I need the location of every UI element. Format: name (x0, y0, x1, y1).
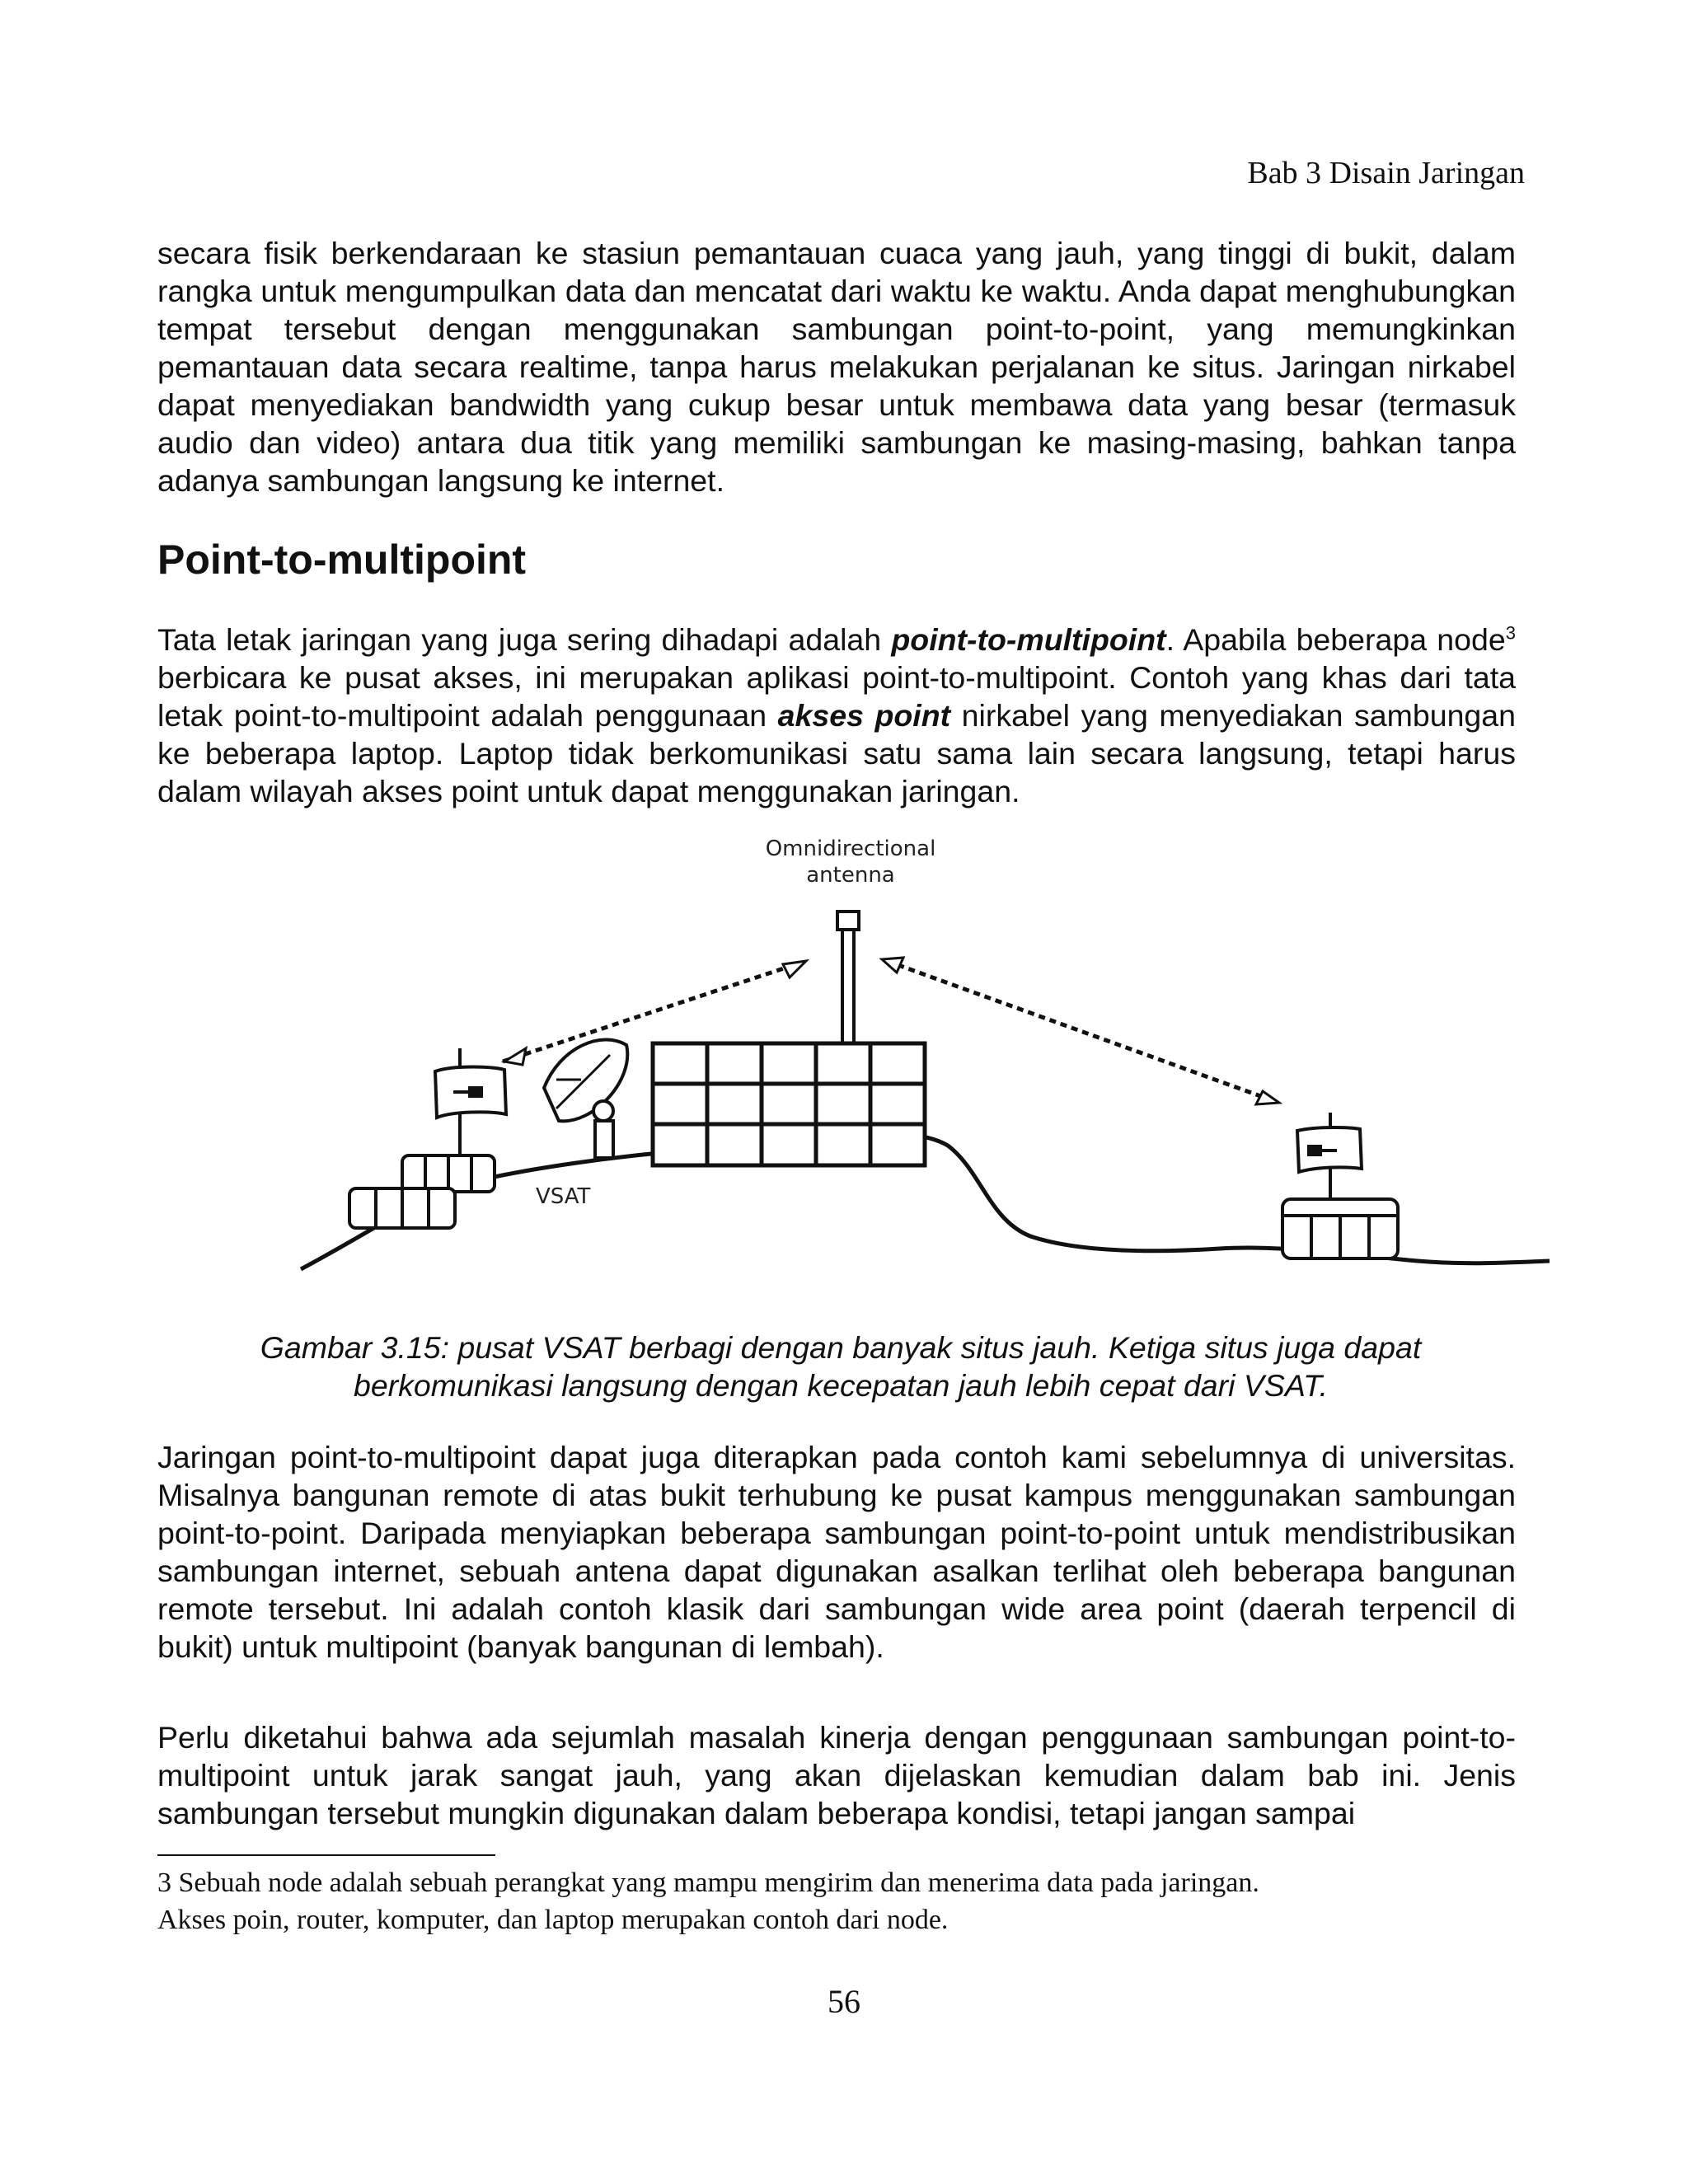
figure-vsat-diagram (297, 832, 1550, 1294)
paragraph-university-example: Jaringan point-to-multipoint dapat juga diterapkan pada contoh kami sebelumnya di universitas. Misalnya bangunan remote di atas bukit terhubung ke pusat kampus menggunakan sambungan point-to-point. Daripada menyiapkan beberapa sambungan point-to-point untuk mendistribusikan sambungan internet, sebuah antena dapat digunakan asalkan terlihat oleh beberapa bangunan remote tersebut. Ini adalah contoh klasik dari sambungan wide area point (daerah terpencil di bukit) untuk multipoint (banyak bangunan di lembah). (157, 1440, 1516, 1664)
paragraph-point-to-multipoint (157, 621, 1516, 810)
left-directional-antenna (435, 1048, 506, 1162)
footnote-line-2: Akses poin, router, komputer, dan laptop merupakan contoh dari node. (157, 1905, 949, 1935)
right-building (1282, 1199, 1398, 1258)
p2-text-2: . Apabila beberapa node (1165, 622, 1506, 657)
arrowhead-left-near-mast (783, 961, 806, 977)
arrowhead-left-near-building (504, 1048, 526, 1065)
central-building (653, 1043, 925, 1165)
term-akses-point: akses point (777, 698, 951, 733)
footnote-reference: 3 (1505, 622, 1516, 644)
left-lower-building (349, 1188, 455, 1228)
omnidirectional-antenna (837, 912, 859, 1043)
label-omnidirectional: Omnidirectional (765, 837, 936, 861)
p2-text-3: berbicara ke pusat akses, ini merupakan aplikasi point-to-multipoint. Contoh yang khas dari tata letak point-to-multipoint adalah penggunaan (157, 660, 1516, 733)
label-antenna: antenna (806, 863, 895, 888)
link-arrow-right (887, 961, 1274, 1101)
figure-caption (181, 1329, 1500, 1404)
arrowhead-right-near-mast (882, 958, 903, 972)
caption-line-2: berkomunikasi langsung dengan kecepatan jauh lebih cepat dari VSAT. (353, 1368, 1329, 1403)
page-number: 56 (828, 1983, 860, 2020)
left-upper-building (402, 1155, 495, 1192)
p2-text-1: Tata letak jaringan yang juga sering dihadapi adalah (157, 622, 892, 657)
vsat-dish-icon (544, 1039, 627, 1158)
arrowhead-right-near-building (1256, 1091, 1279, 1104)
right-directional-antenna (1297, 1113, 1362, 1203)
p2-text-4: nirkabel yang menyediakan sambungan ke beberapa laptop. Laptop tidak berkomunikasi satu sama lain secara langsung, tetapi harus dalam wilayah akses point untuk dapat menggunakan jaringan. (157, 698, 1516, 808)
paragraph-performance-note: Perlu diketahui bahwa ada sejumlah masalah kinerja dengan penggunaan sambungan point-to-multipoint untuk jarak sangat jauh, yang akan dijelaskan kemudian dalam bab ini. Jenis sambungan tersebut mungkin digunakan dalam beberapa kondisi, tetapi jangan sampai (157, 1720, 1516, 1830)
running-header: Bab 3 Disain Jaringan (1247, 156, 1525, 190)
term-point-to-multipoint: point-to-multipoint (891, 622, 1166, 657)
footnote (157, 1864, 1517, 1938)
footnote-line-1: 3 Sebuah node adalah sebuah perangkat yang mampu mengirim dan menerima data pada jaringan. (157, 1868, 1259, 1898)
label-vsat: VSAT (536, 1184, 591, 1209)
caption-line-1: Gambar 3.15: pusat VSAT berbagi dengan banyak situs jauh. Ketiga situs juga dapat (260, 1330, 1422, 1365)
section-heading: Point-to-multipoint (157, 537, 527, 583)
paragraph-intro: secara fisik berkendaraan ke stasiun pemantauan cuaca yang jauh, yang tinggi di bukit, dalam rangka untuk mengumpulkan data dan mencatat dari waktu ke waktu. Anda dapat menghubungkan tempat tersebut dengan menggunakan sambungan point-to-point, yang memungkinkan pemantauan data secara realtime, tanpa harus melakukan perjalanan ke situs. Jaringan nirkabel dapat menyediakan bandwidth yang cukup besar untuk membawa data yang besar (termasuk audio dan video) antara dua titik yang memiliki sambungan ke masing-masing, bahkan tanpa adanya sambungan langsung ke internet. (157, 236, 1516, 498)
footnote-divider (157, 1854, 495, 1856)
